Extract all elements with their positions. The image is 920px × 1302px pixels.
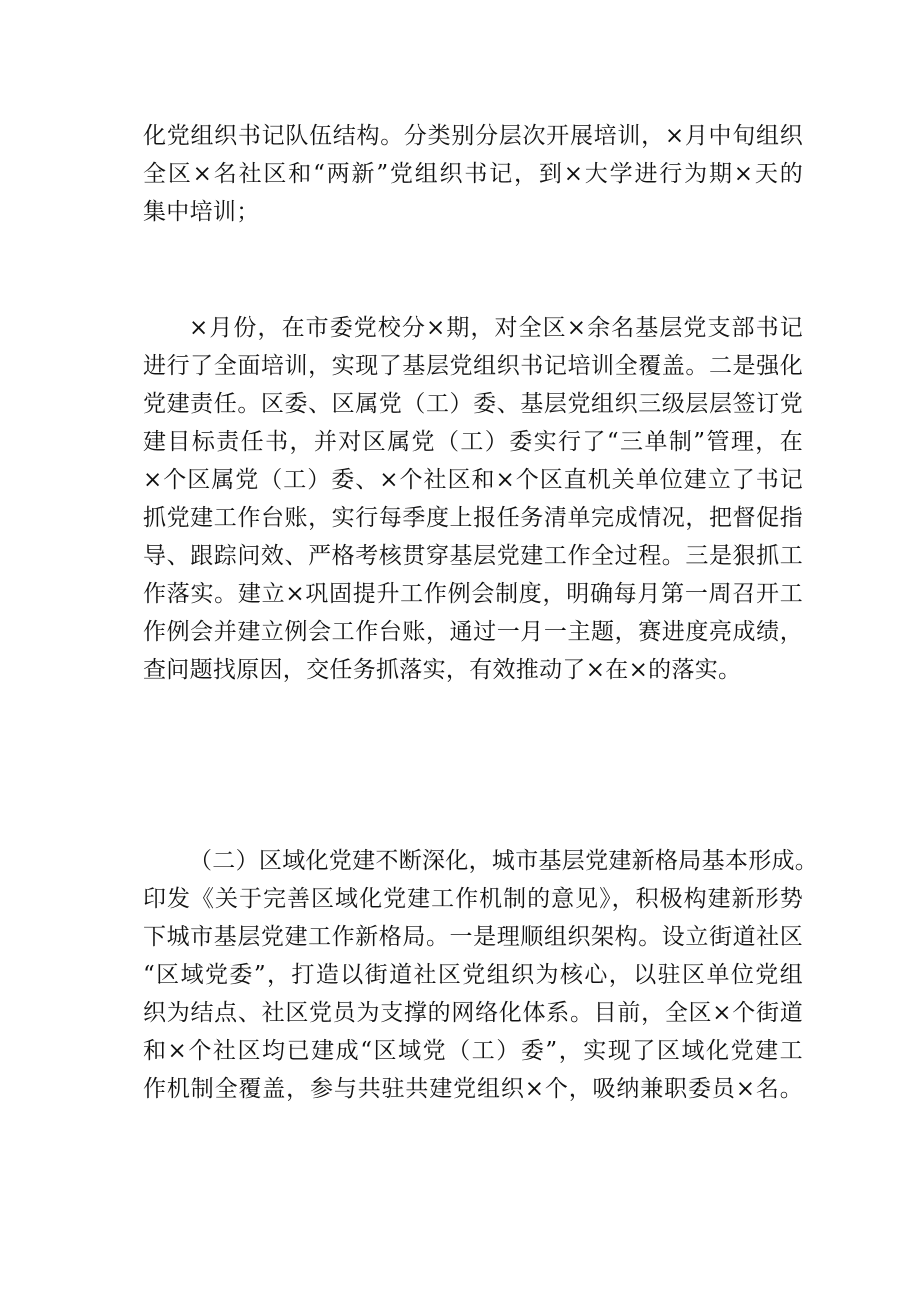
text-line: 作落实。建立×巩固提升工作例会制度，明确每月第一周召开工 <box>143 581 803 607</box>
section-heading-line: （二）区域化党建不断深化，城市基层党建新格局基本形成。 <box>189 848 819 874</box>
text-line: 抓党建工作台账，实行每季度上报任务清单完成情况，把督促指 <box>143 505 803 531</box>
text-line: 全区×名社区和“两新”党组织书记，到×大学进行为期×天的 <box>143 161 803 187</box>
text-line: 建目标责任书，并对区属党（工）委实行了“三单制”管理，在 <box>143 429 803 455</box>
text-line: ×个区属党（工）委、×个社区和×个区直机关单位建立了书记 <box>143 467 803 493</box>
text-line: “区域党委”，打造以街道社区党组织为核心，以驻区单位党组 <box>143 962 803 988</box>
text-line: 印发《关于完善区域化党建工作机制的意见》，积极构建新形势 <box>143 886 803 912</box>
paragraph-2 <box>143 309 803 689</box>
text-line: 下城市基层党建工作新格局。一是理顺组织架构。设立街道社区 <box>143 924 803 950</box>
text-line: 和×个社区均已建成“区域党（工）委”，实现了区域化党建工 <box>143 1038 803 1064</box>
text-line: ×月份，在市委党校分×期，对全区×余名基层党支部书记 <box>189 315 803 341</box>
text-line: 进行了全面培训，实现了基层党组织书记培训全覆盖。二是强化 <box>143 353 803 379</box>
text-line: 集中培训； <box>143 199 260 225</box>
text-line: 党建责任。区委、区属党（工）委、基层党组织三级层层签订党 <box>143 391 803 417</box>
text-line: 织为结点、社区党员为支撑的网络化体系。目前，全区×个街道 <box>143 1000 803 1026</box>
paragraph-3 <box>143 842 819 1108</box>
text-line: 作例会并建立例会工作台账，通过一月一主题，赛进度亮成绩， <box>143 619 803 645</box>
text-line: 查问题找原因，交任务抓落实，有效推动了×在×的落实。 <box>143 657 742 683</box>
text-line: 作机制全覆盖，参与共驻共建党组织×个，吸纳兼职委员×名。 <box>143 1076 803 1102</box>
text-line: 导、跟踪问效、严格考核贯穿基层党建工作全过程。三是狠抓工 <box>143 543 803 569</box>
text-line: 化党组织书记队伍结构。分类别分层次开展培训，×月中旬组织 <box>143 123 803 149</box>
paragraph-1 <box>143 117 803 231</box>
